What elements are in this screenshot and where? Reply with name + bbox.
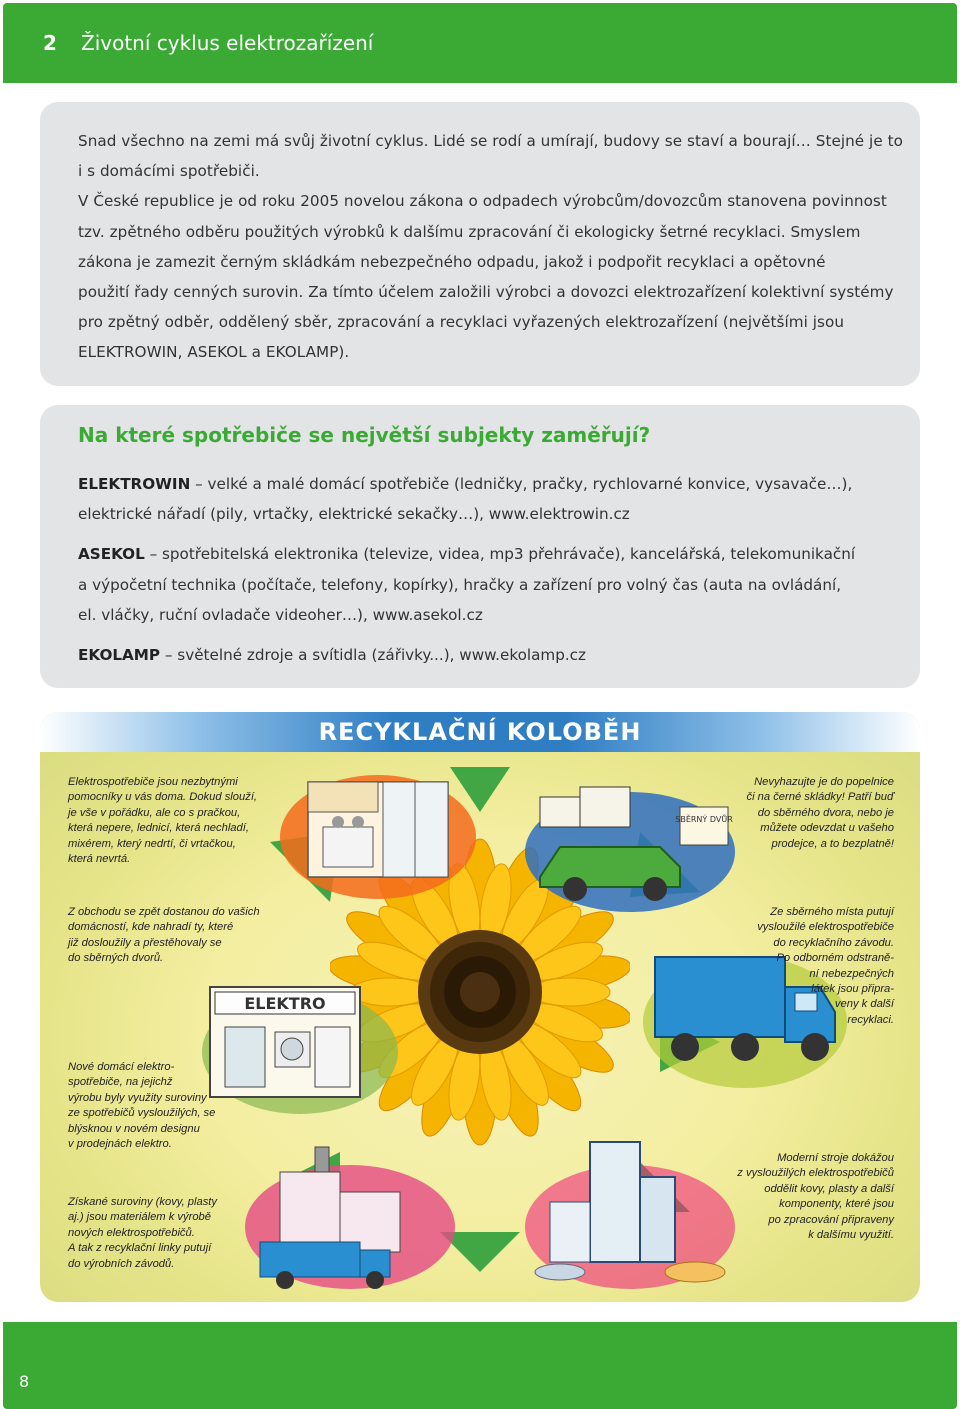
note-line: je vše v pořádku, ale co s pračkou,: [68, 806, 241, 819]
note-line: již dosloužily a přestěhovaly se: [68, 936, 222, 949]
intro-line: ELEKTROWIN, ASEKOL a EKOLAMP).: [78, 343, 350, 362]
cycle-title: RECYKLAČNÍ KOLOBĚH: [318, 718, 642, 746]
note-line: blýsknou v novém designu: [68, 1122, 200, 1135]
note-line: která nepere, lednicí, která nechladí,: [68, 822, 249, 835]
note-line: nových elektrospotřebičů.: [68, 1226, 195, 1239]
note-line: z vysloužilých elektrospotřebičů: [737, 1167, 894, 1180]
recycling-cycle-illustration: [40, 712, 920, 1302]
note-line: A tak z recyklační linky putují: [68, 1242, 212, 1255]
note-mid-left: [68, 905, 260, 967]
car-collection-illustration: [520, 767, 750, 917]
page-footer: [3, 1322, 957, 1409]
note-line: oddělit kovy, plasty a další: [764, 1182, 894, 1195]
note-line: která nevrtá.: [68, 853, 131, 866]
note-line: aj.) jsou materiálem k výrobě: [68, 1211, 212, 1224]
note-line: do výrobních závodů.: [68, 1257, 175, 1270]
asekol-desc: – spotřebitelská elektronika (televize, videa, mp3 přehrávače), kancelářská, telekomunikační: [144, 545, 856, 564]
recycling-plant-illustration: [520, 1132, 740, 1292]
chapter-number: 2: [43, 31, 57, 55]
note-line: Získané suroviny (kovy, plasty: [68, 1196, 218, 1208]
intro-line: tzv. zpětného odběru použitých výrobků k dalšímu zpracování či ekologicky šetrné recyklaci. Smyslem: [78, 222, 861, 241]
note-line: recyklaci.: [847, 1013, 894, 1026]
elektrowin-desc: – velké a malé domácí spotřebiče (ledničky, pračky, rychlovarné konvice, vysavače…),: [190, 475, 853, 493]
note-line: ze spotřebičů vysloužilých, se: [68, 1107, 216, 1120]
page-number: 8: [19, 1372, 30, 1391]
note-line: Po odborném odstraně-: [776, 952, 894, 965]
factory-illustration: [240, 1132, 460, 1292]
note-line: pomocníky u vás doma. Dokud slouží,: [68, 791, 258, 804]
intro-box: [40, 102, 920, 386]
note-line: výrobu byly využity suroviny: [68, 1091, 207, 1104]
ekolamp-name: EKOLAMP: [78, 646, 161, 665]
note-line: Elektrospotřebiče jsou nezbytnými: [68, 776, 238, 788]
ekolamp-desc: – světelné zdroje a svítidla (zářivky...), www.ekolamp.cz: [160, 646, 586, 665]
collection-yard-sign: SBĚRNÝ DVŮR: [675, 815, 733, 824]
intro-line: Snad všechno na zemi má svůj životní cyklus. Lidé se rodí a umírají, budovy se staví a bourají… Stejné je to: [78, 132, 903, 150]
note-top-left: [68, 775, 257, 867]
note-line: veny k další: [834, 998, 894, 1011]
note-line: Moderní stroje dokážou: [777, 1152, 894, 1164]
note-line: prodejce, a to bezplatně!: [771, 837, 894, 850]
elektrowin-name: ELEKTROWIN: [78, 475, 191, 493]
note-mid-right: [757, 905, 894, 1028]
intro-line: i s domácími spotřebiči.: [78, 162, 260, 181]
note-line: do recyklačního závodu.: [773, 936, 894, 949]
intro-line: pro zpětný odběr, oddělený sběr, zpracování a recyklaci vyřazených elektrozařízení (největšími jsou: [78, 313, 844, 332]
intro-line: zákona je zamezit černým skládkám nebezpečného odpadu, jakož i podpořit recyklaci a opětovné: [78, 252, 826, 271]
electro-shop-sign: ELEKTRO: [244, 994, 326, 1013]
asekol-line-2: a výpočetní technika (počítače, telefony, kopírky), hračky a zařízení pro volný čas (auta na ovládání,: [78, 575, 842, 594]
electro-shop-illustration: [200, 977, 400, 1117]
targets-box: [40, 405, 920, 688]
note-line: do sběrných dvorů.: [68, 952, 164, 965]
note-line: Nevyhazujte je do popelnice: [754, 776, 894, 788]
note-line: komponenty, které jsou: [779, 1198, 894, 1211]
note-line: vysloužilé elektrospotřebiče: [757, 921, 894, 934]
asekol-line-3: el. vláčky, ruční ovladače videoher…), www.asekol.cz: [78, 605, 483, 624]
note-line: po zpracování připraveny: [768, 1213, 894, 1226]
note-top-right: [746, 775, 894, 852]
intro-line: V České republice je od roku 2005 novelou zákona o odpadech výrobcům/dovozcům stanovena povinnost: [78, 192, 887, 211]
chapter-title: Životní cyklus elektrozařízení: [81, 31, 374, 55]
targets-heading: Na které spotřebiče se největší subjekty zaměřují?: [78, 423, 651, 447]
note-line: či na černé skládky! Patří buď: [746, 791, 894, 804]
note-bottom-right: [737, 1151, 894, 1243]
note-line: Z obchodu se zpět dostanou do vašich: [68, 906, 260, 918]
note-line: spotřebiče, na jejichž: [68, 1076, 173, 1089]
asekol-line-1: [78, 539, 882, 569]
kitchen-illustration: [278, 762, 478, 902]
elektrowin-line-2: elektrické nářadí (pily, vrtačky, elektrické sekačky…), www.elektrowin.cz: [78, 505, 630, 524]
note-line: do sběrného dvora, nebo je: [757, 806, 894, 819]
note-lower-left: [68, 1060, 215, 1152]
note-line: látek jsou připra-: [811, 983, 894, 996]
ekolamp-line-1: [78, 640, 882, 670]
note-line: v prodejnách elektro.: [68, 1138, 172, 1151]
asekol-name: ASEKOL: [78, 545, 145, 564]
note-line: můžete odevzdat u vašeho: [760, 822, 894, 835]
elektrowin-line-1: [78, 469, 882, 499]
note-line: domácností, kde nahradí ty, které: [68, 921, 234, 934]
note-bottom-left: [68, 1195, 217, 1272]
intro-line: použití řady cenných surovin. Za tímto účelem založili výrobci a dovozci elektrozařízení kolektivní systémy: [78, 283, 894, 302]
note-line: Nové domácí elektro-: [68, 1061, 175, 1073]
note-line: mixérem, který nedrtí, či vrtačkou,: [68, 837, 236, 850]
note-line: k dalšímu využití.: [808, 1229, 894, 1242]
note-line: Ze sběrného místa putují: [770, 906, 894, 918]
note-line: ní nebezpečných: [809, 967, 894, 980]
chapter-header: [3, 3, 957, 83]
